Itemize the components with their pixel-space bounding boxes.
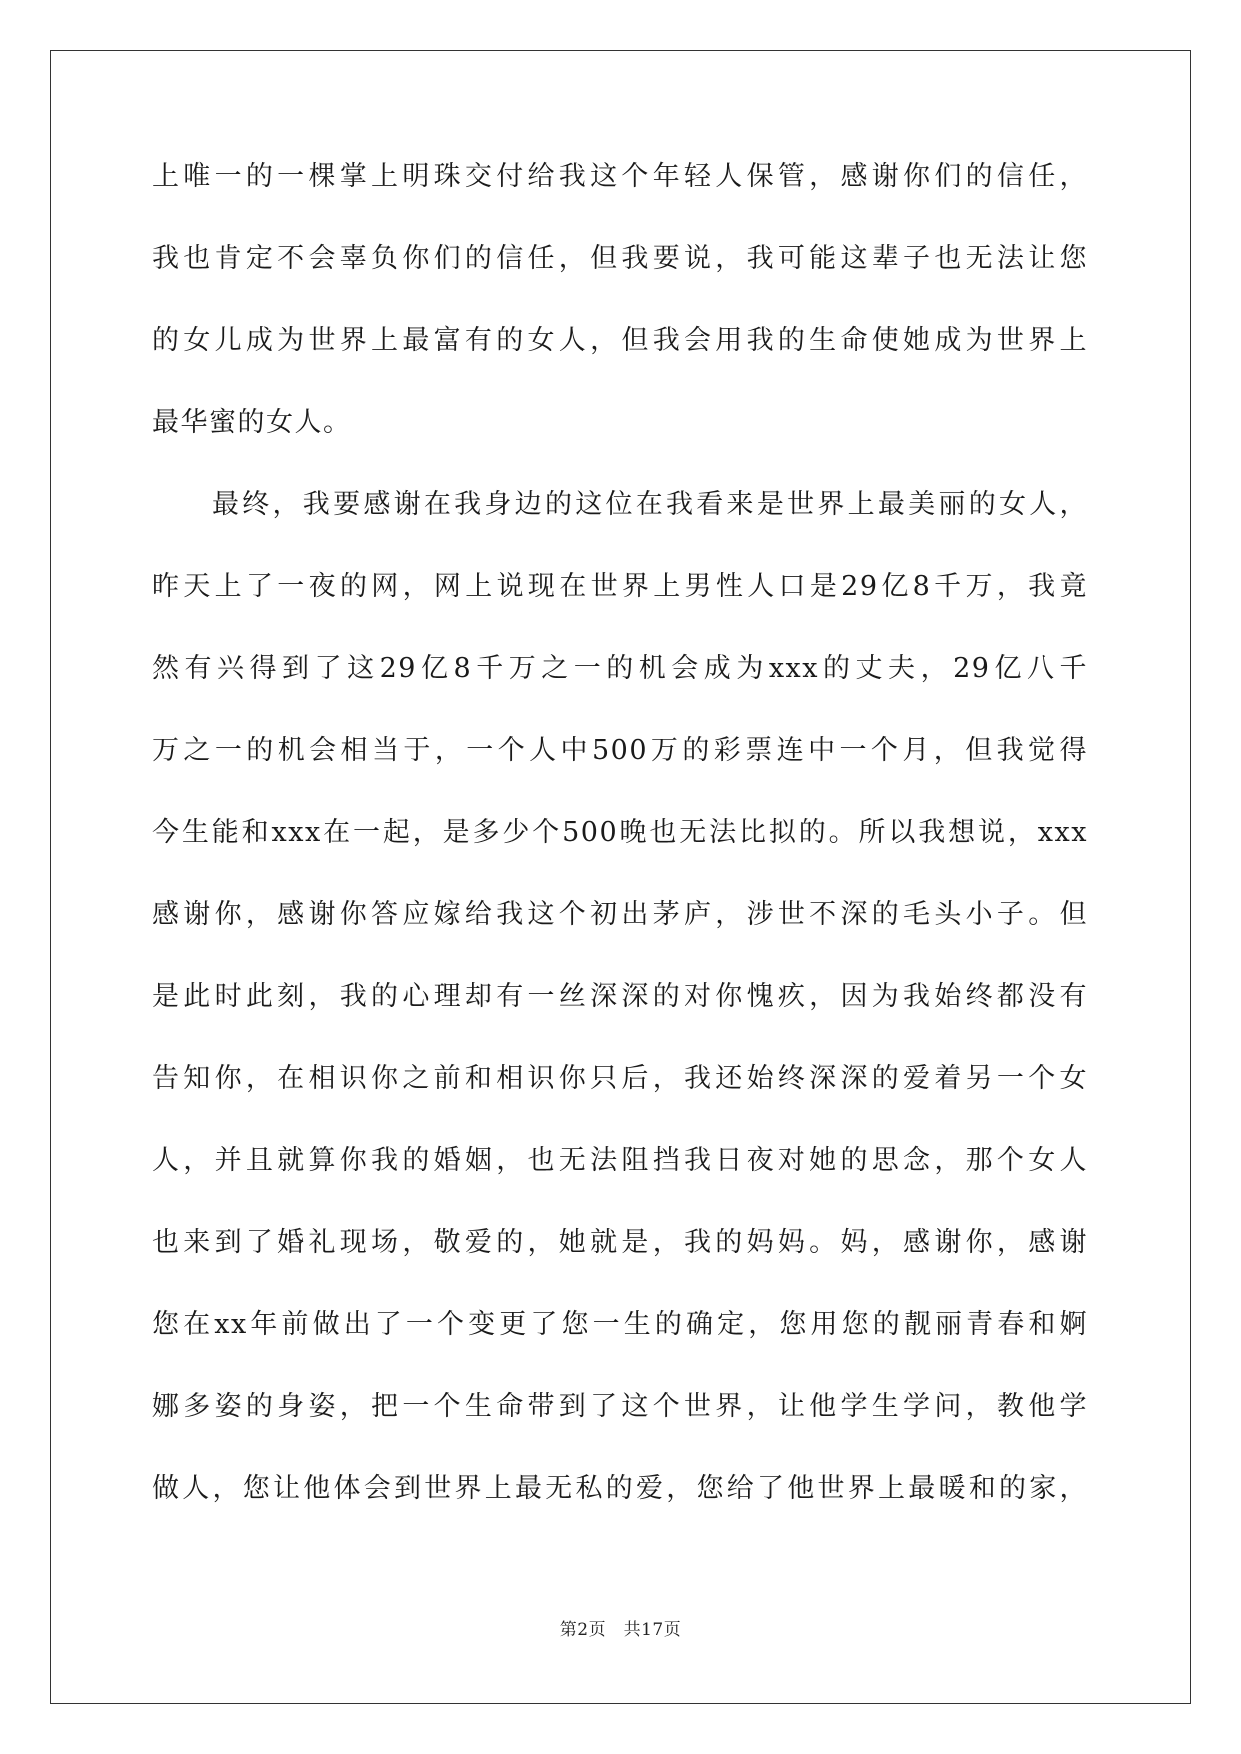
text-line: 我也肯定不会辜负你们的信任，但我要说，我可能这辈子也无法让您 bbox=[152, 243, 1088, 274]
text-line: 告知你，在相识你之前和相识你只后，我还始终深深的爱着另一个女 bbox=[152, 1063, 1088, 1094]
text-line: 感谢你，感谢你答应嫁给我这个初出茅庐，涉世不深的毛头小子。但 bbox=[152, 899, 1088, 930]
page-number-footer: 第2页 共17页 bbox=[559, 1620, 682, 1640]
text-line: 然有兴得到了这29亿8千万之一的机会成为xxx的丈夫，29亿八千 bbox=[152, 653, 1088, 684]
text-line: 万之一的机会相当于，一个人中500万的彩票连中一个月，但我觉得 bbox=[152, 735, 1088, 766]
text-line: 最华蜜的女人。 bbox=[152, 407, 352, 438]
text-line: 娜多姿的身姿，把一个生命带到了这个世界，让他学生学问，教他学 bbox=[152, 1391, 1088, 1422]
text-line: 昨天上了一夜的网，网上说现在世界上男性人口是29亿8千万，我竟 bbox=[152, 571, 1088, 602]
document-body bbox=[152, 162, 1092, 1556]
text-line: 是此时此刻，我的心理却有一丝深深的对你愧疚，因为我始终都没有 bbox=[152, 981, 1088, 1012]
text-line: 的女儿成为世界上最富有的女人，但我会用我的生命使她成为世界上 bbox=[152, 325, 1088, 356]
text-line: 人，并且就算你我的婚姻，也无法阻挡我日夜对她的思念，那个女人 bbox=[152, 1145, 1088, 1176]
text-line: 也来到了婚礼现场，敬爱的，她就是，我的妈妈。妈，感谢你，感谢 bbox=[152, 1227, 1088, 1258]
paragraph-first-line: 最终，我要感谢在我身边的这位在我看来是世界上最美丽的女人， bbox=[212, 489, 1088, 520]
text-line: 您在xx年前做出了一个变更了您一生的确定，您用您的靓丽青春和婀 bbox=[152, 1309, 1088, 1340]
text-line: 做人，您让他体会到世界上最无私的爱，您给了他世界上最暖和的家， bbox=[152, 1473, 1088, 1504]
text-line: 上唯一的一棵掌上明珠交付给我这个年轻人保管，感谢你们的信任， bbox=[152, 161, 1088, 192]
text-line: 今生能和xxx在一起，是多少个500晚也无法比拟的。所以我想说，xxx bbox=[152, 817, 1088, 848]
